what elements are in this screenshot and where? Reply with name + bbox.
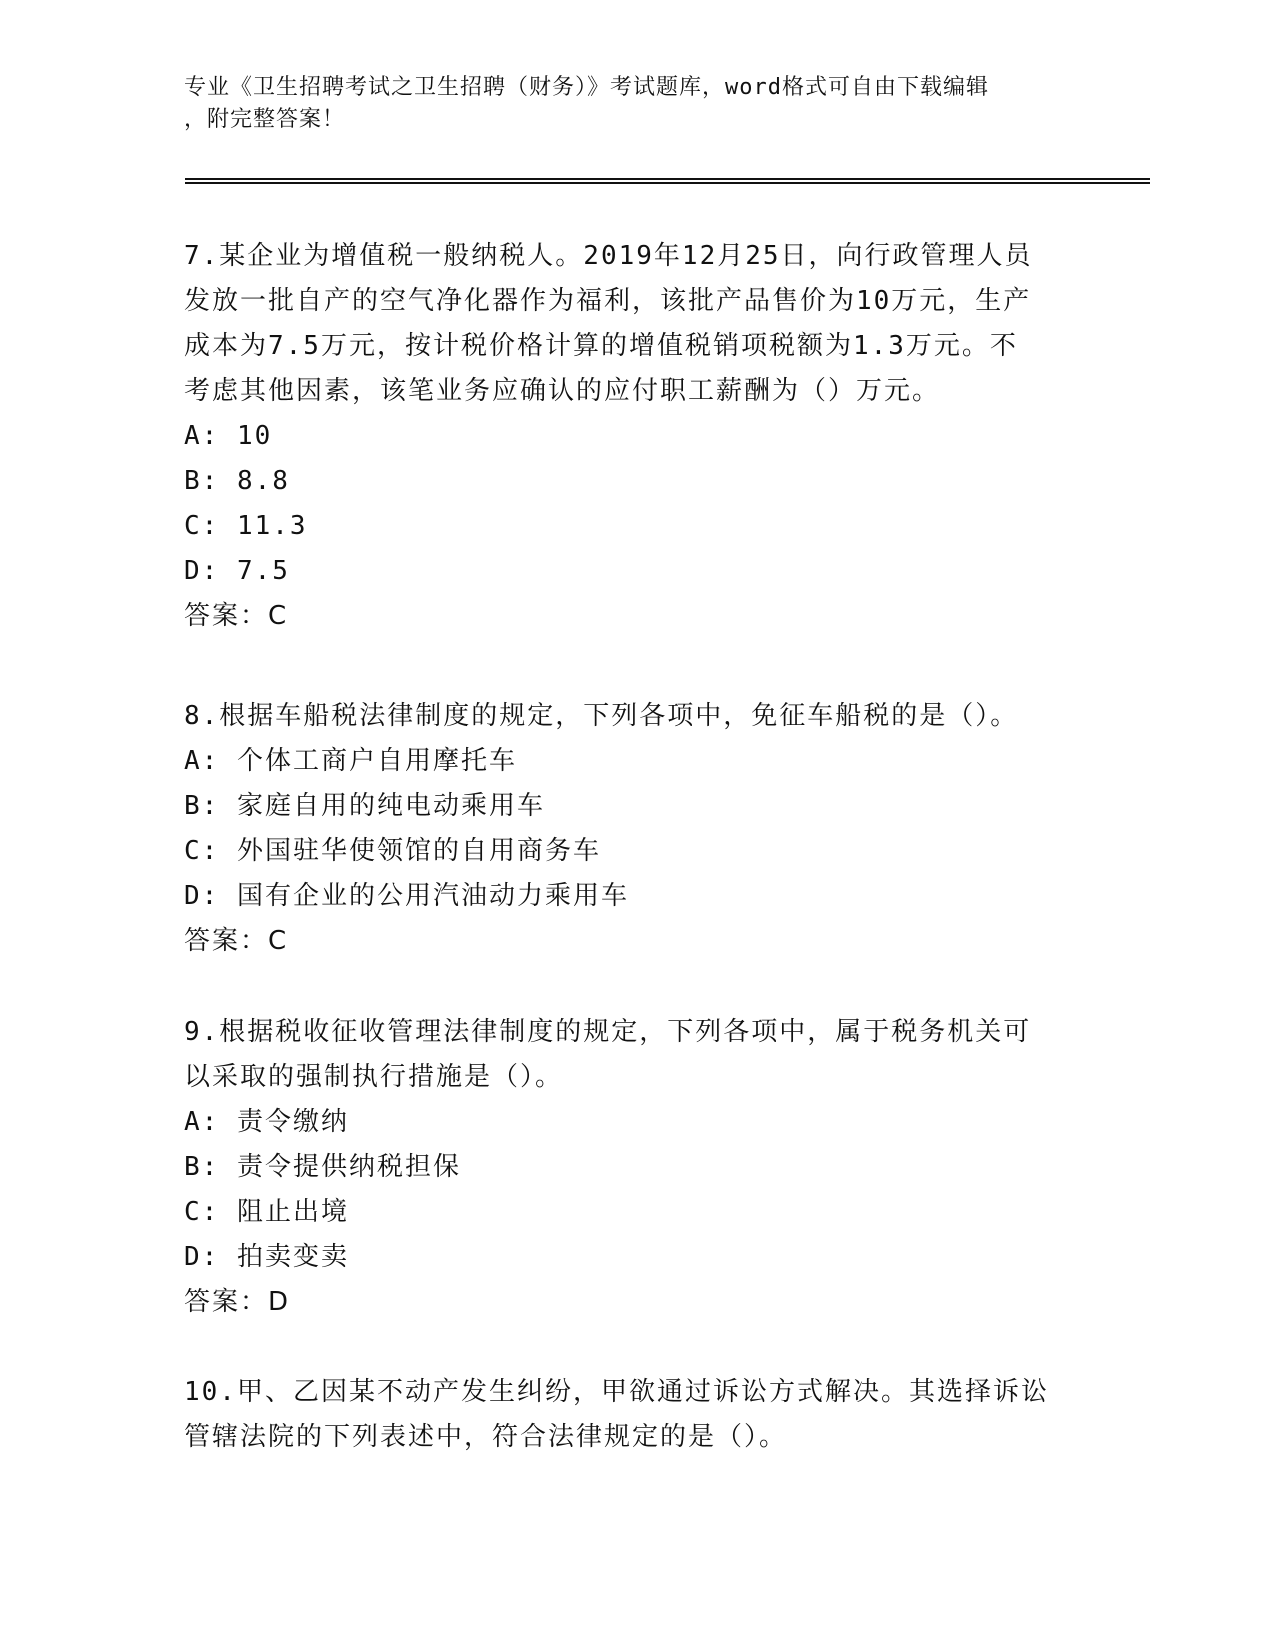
question-8 <box>184 694 1064 964</box>
answer-line: 答案：D <box>184 1287 291 1317</box>
option-b: B: 责令提供纳税担保 <box>184 1152 461 1182</box>
header-rule-bottom <box>185 182 1150 184</box>
option-list <box>184 414 1064 594</box>
answer-line: 答案：C <box>184 926 289 956</box>
option-c: C: 外国驻华使领馆的自用商务车 <box>184 836 601 866</box>
header-rule-top <box>185 178 1150 180</box>
option-b: B: 家庭自用的纯电动乘用车 <box>184 791 545 821</box>
option-c: C: 阻止出境 <box>184 1197 349 1227</box>
option-a: A: 责令缴纳 <box>184 1107 349 1137</box>
option-a: A: 10 <box>184 421 273 451</box>
document-header: 专业《卫生招聘考试之卫生招聘（财务）》考试题库，word格式可自由下载编辑 ，附完整答案！ <box>184 75 989 132</box>
question-9 <box>184 1010 1064 1325</box>
question-text: 7.某企业为增值税一般纳税人。2019年12月25日，向行政管理人员 发放一批自产的空气净化器作为福利，该批产品售价为10万元，生产 成本为7.5万元，按计税价格计算的增值税销项税额为1.3万元。不 考虑其他因素，该笔业务应确认的应付职工薪酬为（）万元。 <box>184 241 1033 406</box>
option-a: A: 个体工商户自用摩托车 <box>184 746 517 776</box>
option-list <box>184 1100 1064 1280</box>
question-text: 9.根据税收征收管理法律制度的规定，下列各项中，属于税务机关可 以采取的强制执行措施是（）。 <box>184 1017 1032 1092</box>
option-c: C: 11.3 <box>184 511 308 541</box>
question-7 <box>184 234 1064 639</box>
option-d: D: 国有企业的公用汽油动力乘用车 <box>184 881 629 911</box>
option-list <box>184 739 1064 919</box>
question-10 <box>184 1370 1064 1460</box>
answer-line: 答案：C <box>184 601 289 631</box>
option-b: B: 8.8 <box>184 466 290 496</box>
option-d: D: 7.5 <box>184 556 290 586</box>
option-d: D: 拍卖变卖 <box>184 1242 349 1272</box>
question-text: 8.根据车船税法律制度的规定，下列各项中，免征车船税的是（）。 <box>184 701 1019 731</box>
question-text: 10.甲、乙因某不动产发生纠纷，甲欲通过诉讼方式解决。其选择诉讼 管辖法院的下列表述中，符合法律规定的是（）。 <box>184 1377 1049 1452</box>
